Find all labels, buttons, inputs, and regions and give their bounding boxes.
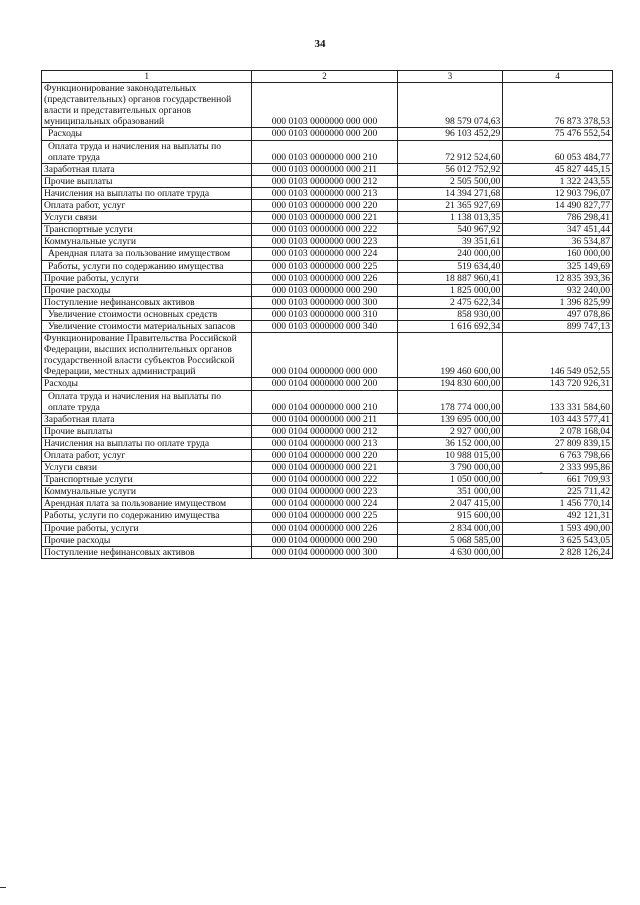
row-code: 000 0103 0000000 000 221 — [252, 212, 397, 224]
row-name: Прочие работы, услуги — [42, 272, 252, 284]
row-code: 000 0104 0000000 000 224 — [252, 498, 397, 510]
row-value-col4: 1 322 243,55 — [503, 175, 613, 187]
row-code: 000 0104 0000000 000 210 — [252, 390, 397, 413]
row-value-col4: 14 490 827,77 — [503, 200, 613, 212]
row-code: 000 0103 0000000 000 340 — [252, 320, 397, 332]
row-code: 000 0103 0000000 000 223 — [252, 236, 397, 248]
row-value-col3: 3 790 000,00 — [397, 462, 503, 474]
row-name: Начисления на выплаты по оплате труда — [42, 437, 252, 449]
row-value-col4: 12 835 393,36 — [503, 272, 613, 284]
row-value-col3: 14 394 271,68 — [397, 187, 503, 199]
row-value-col4: 1 396 825,99 — [503, 296, 613, 308]
table-row — [42, 498, 613, 510]
row-value-col3: 1 616 692,34 — [397, 320, 503, 332]
row-value-col3: 240 000,00 — [397, 248, 503, 260]
row-value-col3: 858 930,00 — [397, 308, 503, 320]
row-code: 000 0104 0000000 000 213 — [252, 437, 397, 449]
row-name: Заработная плата — [42, 413, 252, 425]
row-name: Услуги связи — [42, 462, 252, 474]
table-row — [42, 83, 613, 128]
row-value-col4: 146 549 052,55 — [503, 333, 613, 378]
row-value-col4: 160 000,00 — [503, 248, 613, 260]
row-value-col4: 899 747,13 — [503, 320, 613, 332]
row-name: Увеличение стоимости основных средств — [42, 308, 252, 320]
row-value-col4: 103 443 577,41 — [503, 413, 613, 425]
row-value-col4: 661 709,93 — [503, 474, 613, 486]
table-row — [42, 260, 613, 272]
row-value-col3: 2 505 500,00 — [397, 175, 503, 187]
row-name: Поступление нефинансовых активов — [42, 546, 252, 558]
table-row — [42, 425, 613, 437]
table-row — [42, 546, 613, 558]
row-name: Арендная плата за пользование имуществом — [42, 498, 252, 510]
row-code: 000 0103 0000000 000 000 — [252, 83, 397, 128]
row-value-col4: 2 333 995,86 — [503, 462, 613, 474]
row-value-col3: 96 103 452,29 — [397, 128, 503, 140]
row-code: 000 0104 0000000 000 226 — [252, 522, 397, 534]
table-row — [42, 308, 613, 320]
header-col-1: 1 — [42, 71, 252, 83]
row-value-col4: 2 828 126,24 — [503, 546, 613, 558]
row-value-col4: 60 053 484,77 — [503, 140, 613, 163]
row-code: 000 0104 0000000 000 290 — [252, 534, 397, 546]
row-code: 000 0104 0000000 000 221 — [252, 462, 397, 474]
table-header-row — [42, 71, 613, 83]
row-value-col4: 492 121,31 — [503, 510, 613, 522]
row-value-col4: 347 451,44 — [503, 224, 613, 236]
row-value-col4: 6 763 798,66 — [503, 450, 613, 462]
row-value-col4: 786 298,41 — [503, 212, 613, 224]
table-row — [42, 320, 613, 332]
row-value-col3: 36 152 000,00 — [397, 437, 503, 449]
table-row — [42, 462, 613, 474]
row-value-col3: 139 695 000,00 — [397, 413, 503, 425]
table-row — [42, 296, 613, 308]
row-value-col3: 39 351,61 — [397, 236, 503, 248]
row-value-col4: 27 809 839,15 — [503, 437, 613, 449]
row-code: 000 0103 0000000 000 310 — [252, 308, 397, 320]
row-name: Работы, услуги по содержанию имущества — [42, 510, 252, 522]
row-value-col3: 1 138 013,35 — [397, 212, 503, 224]
table-row — [42, 200, 613, 212]
row-code: 000 0103 0000000 000 211 — [252, 163, 397, 175]
table-row — [42, 486, 613, 498]
table-row — [42, 437, 613, 449]
header-col-2: 2 — [252, 71, 397, 83]
row-code: 000 0104 0000000 000 300 — [252, 546, 397, 558]
row-value-col3: 519 634,40 — [397, 260, 503, 272]
row-value-col3: 351 000,00 — [397, 486, 503, 498]
row-value-col3: 5 068 585,00 — [397, 534, 503, 546]
table-row — [42, 474, 613, 486]
row-value-col3: 1 825 000,00 — [397, 284, 503, 296]
row-value-col3: 178 774 000,00 — [397, 390, 503, 413]
row-name: Расходы — [42, 128, 252, 140]
table-row — [42, 450, 613, 462]
row-name: Прочие выплаты — [42, 425, 252, 437]
table-row — [42, 163, 613, 175]
row-name: Поступление нефинансовых активов — [42, 296, 252, 308]
row-value-col4: 3 625 543,05 — [503, 534, 613, 546]
row-name: Коммунальные услуги — [42, 236, 252, 248]
row-name: Оплата работ, услуг — [42, 200, 252, 212]
budget-table — [41, 70, 613, 559]
row-value-col3: 2 834 000,00 — [397, 522, 503, 534]
row-value-col4: 325 149,69 — [503, 260, 613, 272]
row-code: 000 0103 0000000 000 224 — [252, 248, 397, 260]
row-value-col4: 36 534,87 — [503, 236, 613, 248]
table-row — [42, 224, 613, 236]
table-row — [42, 333, 613, 378]
row-code: 000 0103 0000000 000 226 — [252, 272, 397, 284]
row-value-col3: 10 988 015,00 — [397, 450, 503, 462]
row-value-col4: 133 331 584,60 — [503, 390, 613, 413]
row-name: Оплата работ, услуг — [42, 450, 252, 462]
row-value-col4: 12 903 796,07 — [503, 187, 613, 199]
row-value-col4: 225 711,42 — [503, 486, 613, 498]
row-value-col3: 2 047 415,00 — [397, 498, 503, 510]
row-value-col3: 18 887 960,41 — [397, 272, 503, 284]
row-name: Услуги связи — [42, 212, 252, 224]
row-value-col3: 199 460 600,00 — [397, 333, 503, 378]
row-name: Оплата труда и начисления на выплаты по оплате труда — [42, 140, 252, 163]
row-name: Прочие работы, услуги — [42, 522, 252, 534]
row-name: Прочие расходы — [42, 284, 252, 296]
row-value-col3: 2 927 000,00 — [397, 425, 503, 437]
row-name: Увеличение стоимости материальных запасов — [42, 320, 252, 332]
row-name: Коммунальные услуги — [42, 486, 252, 498]
row-code: 000 0103 0000000 000 222 — [252, 224, 397, 236]
header-col-3: 3 — [397, 71, 503, 83]
row-value-col3: 4 630 000,00 — [397, 546, 503, 558]
table-row — [42, 284, 613, 296]
row-code: 000 0104 0000000 000 222 — [252, 474, 397, 486]
table-row — [42, 187, 613, 199]
row-name: Начисления на выплаты по оплате труда — [42, 187, 252, 199]
table-row — [42, 140, 613, 163]
row-name: Заработная плата — [42, 163, 252, 175]
row-value-col3: 540 967,92 — [397, 224, 503, 236]
row-code: 000 0103 0000000 000 290 — [252, 284, 397, 296]
row-name: Прочие расходы — [42, 534, 252, 546]
table-row — [42, 522, 613, 534]
row-value-col4: 1 593 490,00 — [503, 522, 613, 534]
table-row — [42, 248, 613, 260]
row-code: 000 0104 0000000 000 000 — [252, 333, 397, 378]
row-name: Работы, услуги по содержанию имущества — [42, 260, 252, 272]
row-value-col4: 497 078,86 — [503, 308, 613, 320]
row-code: 000 0103 0000000 000 210 — [252, 140, 397, 163]
table-row — [42, 236, 613, 248]
row-name: Арендная плата за пользование имуществом — [42, 248, 252, 260]
row-name: Прочие выплаты — [42, 175, 252, 187]
row-value-col4: 1 456 770,14 — [503, 498, 613, 510]
row-value-col3: 56 012 752,92 — [397, 163, 503, 175]
row-code: 000 0103 0000000 000 213 — [252, 187, 397, 199]
row-value-col3: 1 050 000,00 — [397, 474, 503, 486]
table-row — [42, 378, 613, 390]
row-code: 000 0103 0000000 000 300 — [252, 296, 397, 308]
row-value-col4: 76 873 378,53 — [503, 83, 613, 128]
row-code: 000 0103 0000000 000 212 — [252, 175, 397, 187]
row-code: 000 0104 0000000 000 211 — [252, 413, 397, 425]
row-code: 000 0104 0000000 000 212 — [252, 425, 397, 437]
table-row — [42, 128, 613, 140]
row-value-col4: 75 476 552,54 — [503, 128, 613, 140]
row-name: Транспортные услуги — [42, 474, 252, 486]
header-col-4: 4 — [503, 71, 613, 83]
row-code: 000 0104 0000000 000 200 — [252, 378, 397, 390]
table-row — [42, 212, 613, 224]
row-name: Функционирование Правительства Российской Федерации, высших исполнительных органов государственной власти субъектов Российской Федерации, местных администраций — [42, 333, 252, 378]
row-value-col3: 72 912 524,60 — [397, 140, 503, 163]
row-value-col3: 915 600,00 — [397, 510, 503, 522]
table-row — [42, 390, 613, 413]
row-value-col4: 45 827 445,15 — [503, 163, 613, 175]
row-name: Функционирование законодательных (представительных) органов государственной власти и представительных органов муниципальных образований — [42, 83, 252, 128]
row-code: 000 0103 0000000 000 200 — [252, 128, 397, 140]
row-code: 000 0104 0000000 000 220 — [252, 450, 397, 462]
footer-mark — [0, 887, 6, 888]
row-value-col3: 2 475 622,34 — [397, 296, 503, 308]
row-code: 000 0104 0000000 000 225 — [252, 510, 397, 522]
row-value-col3: 98 579 074,63 — [397, 83, 503, 128]
row-name: Транспортные услуги — [42, 224, 252, 236]
row-code: 000 0103 0000000 000 220 — [252, 200, 397, 212]
table-row — [42, 272, 613, 284]
row-value-col3: 194 830 600,00 — [397, 378, 503, 390]
row-code: 000 0104 0000000 000 223 — [252, 486, 397, 498]
margin-mark: - — [540, 468, 543, 477]
table-row — [42, 534, 613, 546]
row-value-col4: 143 720 926,31 — [503, 378, 613, 390]
row-code: 000 0103 0000000 000 225 — [252, 260, 397, 272]
table-row — [42, 413, 613, 425]
row-value-col4: 932 240,00 — [503, 284, 613, 296]
row-value-col4: 2 078 168,04 — [503, 425, 613, 437]
row-value-col3: 21 365 927,69 — [397, 200, 503, 212]
page-number: 34 — [314, 38, 326, 50]
table-row — [42, 510, 613, 522]
row-name: Расходы — [42, 378, 252, 390]
table-row — [42, 175, 613, 187]
row-name: Оплата труда и начисления на выплаты по оплате труда — [42, 390, 252, 413]
